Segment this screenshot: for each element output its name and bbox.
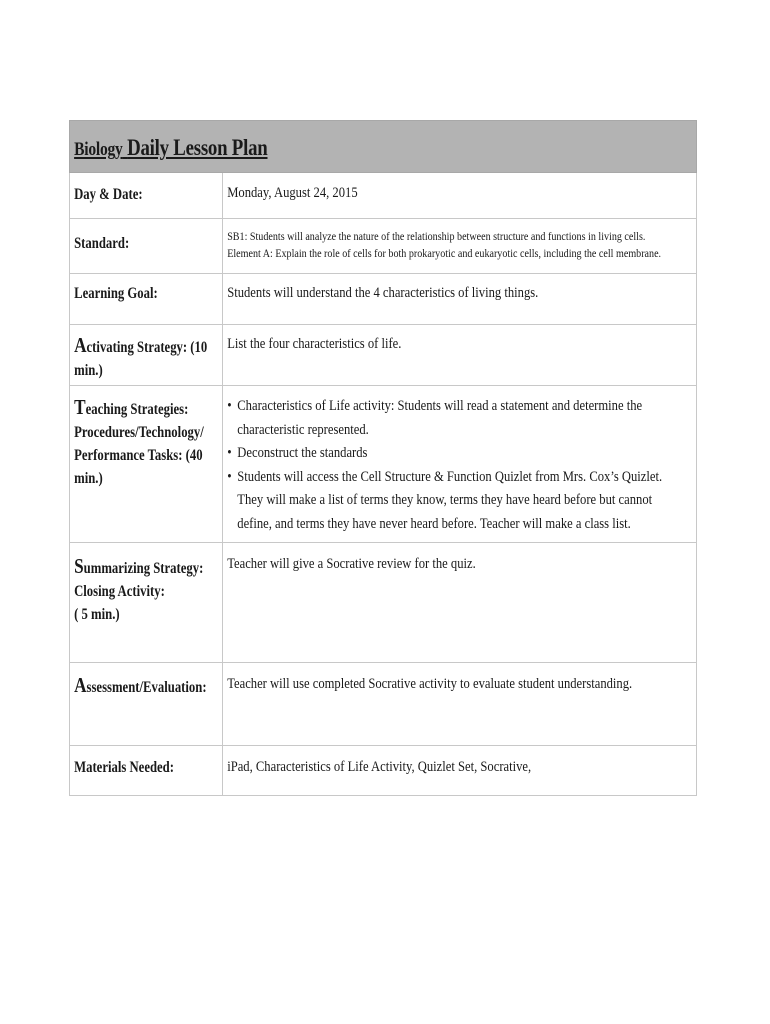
summarizing-initial: S <box>74 554 84 578</box>
value-cell <box>223 173 697 219</box>
activating-strategy-label <box>70 325 218 382</box>
label-cell <box>70 173 223 219</box>
teaching-label-line-3: Performance Tasks: (40 <box>74 447 203 464</box>
value-cell <box>223 274 697 325</box>
materials-label: Materials Needed: <box>74 759 174 776</box>
row-activating-strategy <box>70 325 697 386</box>
value-cell <box>223 746 697 796</box>
teaching-label-line-4: min.) <box>74 470 103 487</box>
assessment-label-rest: ssessment/Evaluation: <box>86 679 207 696</box>
teaching-bullet-item: • Characteristics of Life activity: Students will read a statement and determine the characteristic represented. <box>227 395 681 442</box>
teaching-bullet-item: • Students will access the Cell Structure & Function Quizlet from Mrs. Cox’s Quizlet. They will make a list of terms they know, terms they have heard before but cannot define, and terms they have never heard before. Teacher will make a class list. <box>227 466 681 537</box>
teaching-strategies-label <box>70 386 218 421</box>
standard-line-1: SB1: Students will analyze the nature of the relationship between structure and functions in living cells. <box>227 229 646 243</box>
activating-label-rest: ctivating Strategy: (10 min.) <box>74 339 208 379</box>
summarizing-label-rest: ummarizing Strategy: <box>83 560 204 577</box>
label-cell <box>70 746 223 796</box>
activating-strategy-value: List the four characteristics of life. <box>227 336 402 352</box>
label-cell <box>70 386 223 543</box>
learning-goal-value: Students will understand the 4 characteristics of living things. <box>227 285 539 301</box>
row-learning-goal <box>70 274 697 325</box>
title-prefix: Biology <box>74 139 123 160</box>
teaching-bullet-item: • Deconstruct the standards <box>227 442 681 466</box>
assessment-value: Teacher will use completed Socrative activity to evaluate student understanding. <box>227 676 633 692</box>
label-cell <box>70 543 223 663</box>
row-assessment <box>70 663 697 746</box>
learning-goal-label: Learning Goal: <box>74 285 158 302</box>
value-cell <box>223 325 697 386</box>
teaching-label-rest: eaching Strategies: <box>85 401 189 418</box>
summarizing-label-line-2: Closing Activity: <box>74 583 165 600</box>
title-row <box>70 121 697 173</box>
row-standard <box>70 219 697 274</box>
value-cell <box>223 219 697 274</box>
value-cell <box>223 386 697 543</box>
document-title <box>70 121 583 161</box>
label-cell <box>70 663 223 746</box>
label-cell <box>70 274 223 325</box>
value-cell <box>223 543 697 663</box>
summarizing-strategy-label <box>70 543 218 580</box>
activating-initial: A <box>74 333 87 357</box>
summarizing-label-line-3: ( 5 min.) <box>74 606 120 623</box>
standard-line-2: Element A: Explain the role of cells for both prokaryotic and eukaryotic cells, including the cell membrane. <box>227 246 662 260</box>
day-date-value: Monday, August 24, 2015 <box>227 185 358 201</box>
title-cell <box>70 121 697 173</box>
standard-label: Standard: <box>74 235 130 252</box>
materials-value: iPad, Characteristics of Life Activity, Quizlet Set, Socrative, <box>227 759 532 775</box>
value-cell <box>223 663 697 746</box>
row-day-date <box>70 173 697 219</box>
label-cell <box>70 219 223 274</box>
lesson-plan-table <box>69 120 697 796</box>
row-materials <box>70 746 697 796</box>
title-main: Daily Lesson Plan <box>127 135 268 160</box>
assessment-initial: A <box>74 673 87 697</box>
day-date-label: Day & Date: <box>74 186 143 203</box>
summarizing-strategy-value: Teacher will give a Socrative review for the quiz. <box>227 556 476 572</box>
label-cell <box>70 325 223 386</box>
assessment-label <box>70 663 218 699</box>
row-summarizing-strategy <box>70 543 697 663</box>
teaching-initial: T <box>74 395 86 419</box>
row-teaching-strategies <box>70 386 697 543</box>
teaching-label-line-2: Procedures/Technology/ <box>74 424 204 441</box>
teaching-bullet-list <box>223 386 681 536</box>
